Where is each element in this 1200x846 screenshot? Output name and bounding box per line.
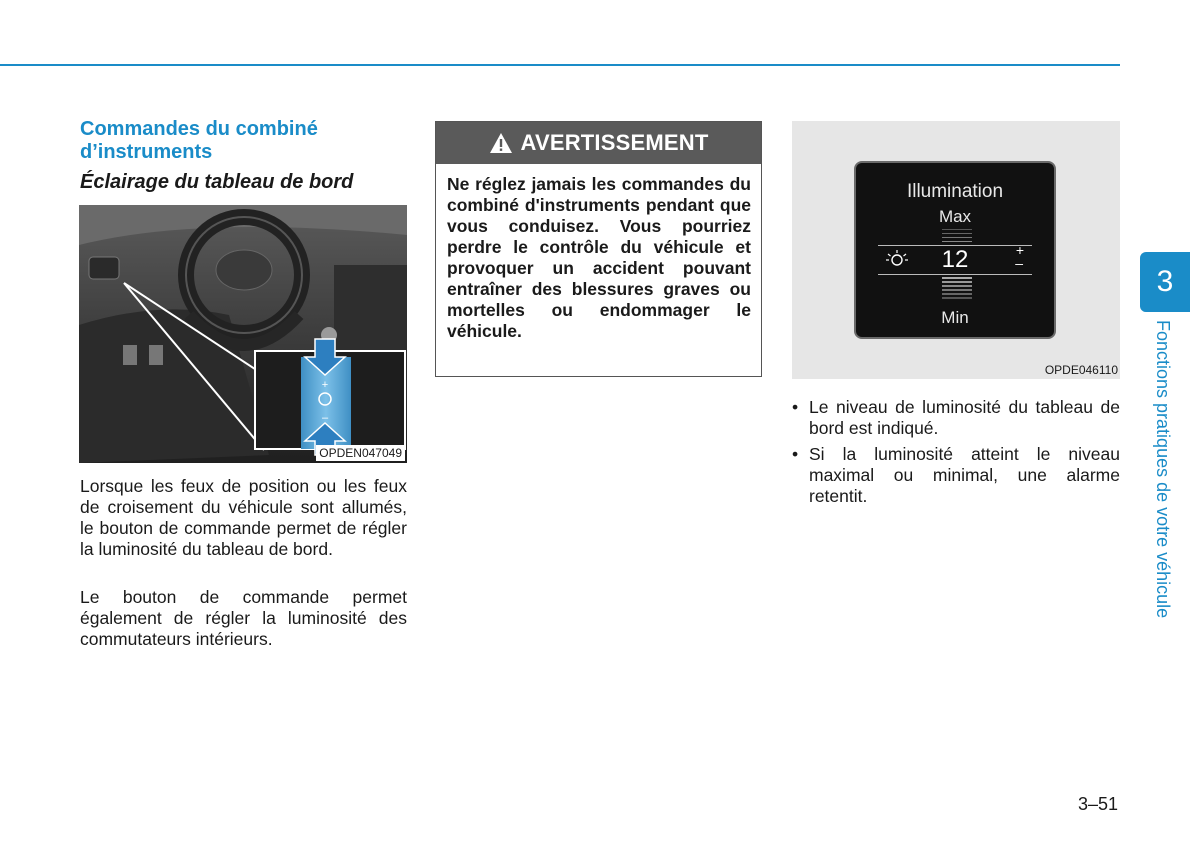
display-minus: – [1015,255,1023,271]
illumination-value: 12 [941,246,969,273]
warning-box [435,121,762,377]
bullet-item: • Si la luminosité atteint le niveau maximal ou minimal, une alarme retentit. [790,444,1120,507]
page-number: 3–51 [1078,794,1119,814]
display-max-label: Max [938,207,972,226]
warning-triangle-icon [489,132,513,154]
chapter-tab: 3 [1140,252,1190,312]
chapter-label: Fonctions pratiques de votre véhicule [1153,320,1173,619]
photo-minus-label: – [321,412,329,424]
warning-title: AVERTISSEMENT [520,130,709,155]
warning-text: Ne réglez jamais les commandes du combiné d'instruments pendant que vous conduisez. Vous pourriez perdre le contrôle du véhicule et provoquer un accident pouvant entraîner des blessures graves ou mortelles ou endommager le véhicule. [447,174,751,341]
top-rule [0,64,1120,66]
photo-code: OPDEN047049 [316,445,405,461]
display-code: OPDE046110 [1044,363,1118,377]
paragraph-1: Lorsque les feux de position ou les feux de croisement du véhicule sont allumés, le bouton de commande permet de régler la luminosité du tableau de bord. [80,476,407,559]
section-title: Commandes du combiné d’instruments [80,118,318,163]
dashboard-illustration [79,205,407,463]
subsection-title: Éclairage du tableau de bord [80,171,354,193]
paragraph-2: Le bouton de commande permet également de régler la luminosité des commutateurs intérieurs. [80,587,407,649]
lower-level-bars [942,277,972,305]
display-title: Illumination [906,181,1004,202]
display-plus: + [1015,242,1024,258]
warning-header [436,122,761,164]
dashboard-photo [79,205,407,463]
upper-level-bars [942,229,972,245]
photo-plus-label: + [321,379,329,391]
bullet-list [790,397,1120,512]
display-min-label: Min [941,308,969,327]
bullet-item: • Le niveau de luminosité du tableau de bord est indiqué. [790,397,1120,439]
cluster-display [854,161,1056,339]
display-illustration [792,121,1120,379]
illumination-level-row [878,242,1032,275]
